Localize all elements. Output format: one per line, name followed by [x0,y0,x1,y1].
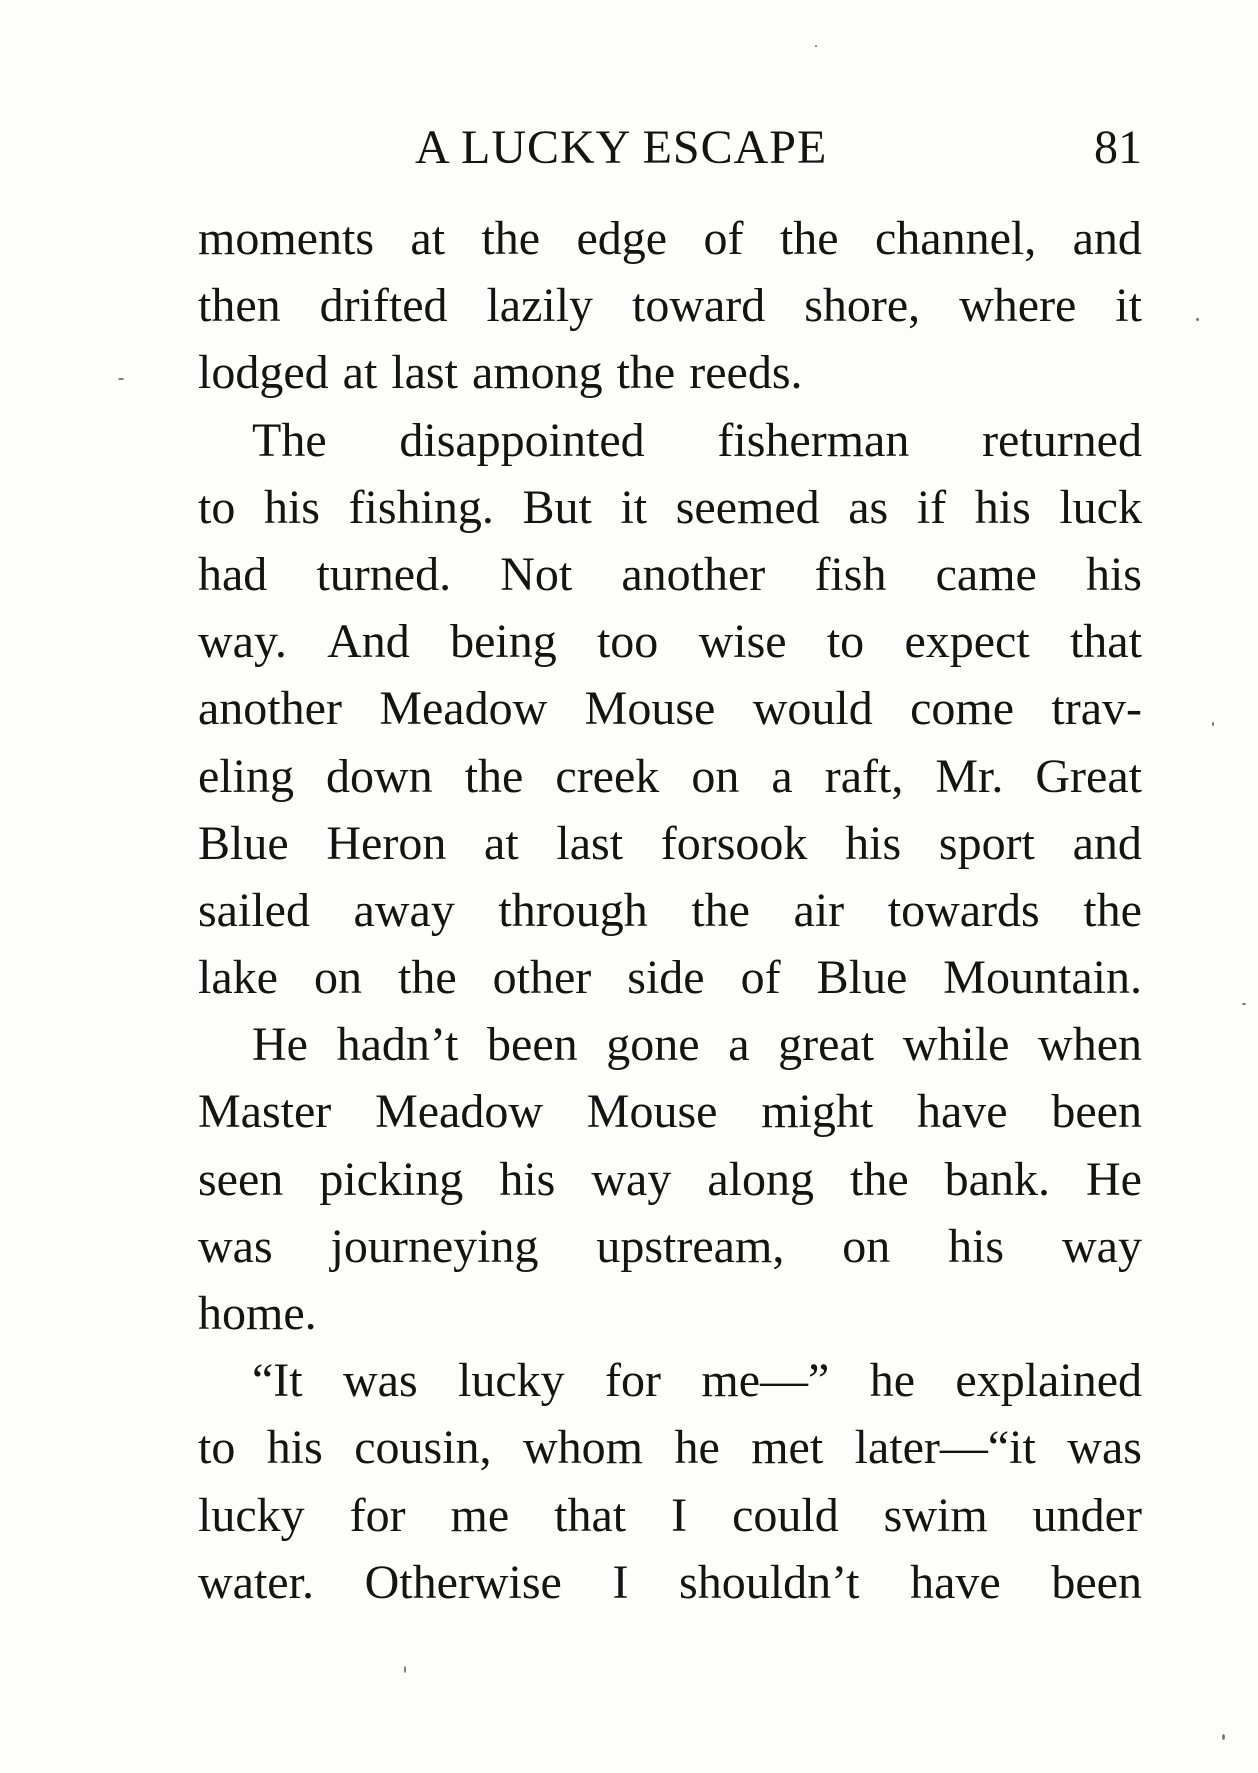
word: the [616,346,676,400]
word: to [826,615,865,669]
word: other [492,951,592,1005]
word: of [703,212,744,265]
word: at [342,346,378,400]
word: through [498,883,648,937]
chapter-title: A LUCKY ESCAPE [415,121,828,174]
word: his [948,1219,1005,1273]
word: the [464,749,524,803]
text-line [198,1213,1142,1280]
scan-speck [1222,1734,1225,1740]
word: I [671,1488,688,1542]
word: he [674,1421,720,1475]
text-line [198,1078,1142,1145]
word: of [740,951,781,1005]
word: forsook [660,816,808,870]
word: side [627,951,705,1005]
text-line [198,1280,1142,1347]
word: I [612,1555,629,1609]
word: if [916,480,947,534]
word: swim [883,1488,988,1542]
word: he [869,1354,916,1408]
word: the [691,883,750,937]
text-line [198,339,1142,406]
word: He [1085,1152,1142,1206]
word: was [343,1354,418,1408]
word: journeying [330,1219,539,1273]
text-line [198,1011,1142,1078]
word: met [751,1421,824,1475]
word: Blue [198,816,289,870]
word: the [397,951,457,1005]
word: last [556,816,624,870]
word: But [522,480,592,534]
word: creek [555,749,660,803]
word: it [1115,279,1142,333]
text-line [198,877,1142,944]
word: me [450,1488,510,1542]
word: it [620,480,648,534]
word: And [327,615,410,669]
word: cousin, [354,1421,492,1475]
word: sailed [198,883,310,937]
word: towards [887,883,1040,937]
word: down [326,749,433,803]
word: water. [198,1555,314,1609]
word: come [910,682,1015,736]
word: been [1051,1085,1142,1139]
word: toward [631,279,766,333]
word: then [198,279,281,333]
word: picking [319,1152,464,1206]
word: was [1067,1421,1142,1475]
word: another [621,547,766,601]
text-line [198,608,1142,675]
word: upstream, [596,1219,785,1273]
word: returned [982,413,1142,467]
text-line [198,743,1142,810]
word: drifted [319,279,448,333]
word: moments [198,212,374,265]
word: came [935,547,1037,601]
text-line [198,474,1142,541]
word: gone [606,1018,700,1072]
word: and [1072,816,1142,870]
word: whom [523,1421,643,1475]
word: away [353,883,455,937]
word: the [849,1152,909,1206]
word: might [761,1085,874,1139]
word: to [198,480,236,534]
word: his [974,480,1031,534]
word: Otherwise [364,1555,562,1609]
text-line [198,1347,1142,1414]
word: trav- [1051,682,1142,736]
word: Mountain. [943,951,1142,1005]
word: seen [198,1152,284,1206]
word: fishing. [348,480,494,534]
word: way [1061,1219,1142,1273]
word: wise [698,615,787,669]
text-line [198,675,1142,742]
word: bank. [944,1152,1050,1206]
text-line [198,407,1142,474]
scan-speck [1212,722,1214,726]
word: Great [1035,749,1142,803]
word: He [252,1018,308,1072]
text-line [198,1414,1142,1481]
scan-speck [1196,318,1199,321]
word: air [793,883,845,937]
word: fisherman [717,413,910,467]
word: turned. [316,547,452,601]
word: fish [814,547,887,601]
word: for [605,1354,662,1408]
word: The [252,413,327,467]
page-number: 81 [1094,121,1142,174]
word: great [778,1018,875,1072]
word: edge [576,212,668,265]
text-line [198,1146,1142,1213]
word: that [554,1488,627,1542]
word: Master [198,1085,332,1139]
word: been [1051,1555,1142,1609]
word: lucky [198,1488,305,1542]
text-line [198,810,1142,877]
word: when [1038,1018,1142,1072]
word: last [391,346,458,400]
word: for [349,1488,406,1542]
text-line [198,1482,1142,1549]
word: under [1032,1488,1142,1542]
word: Meadow [379,682,548,736]
scan-speck [815,45,817,47]
word: expect [904,615,1030,669]
word: luck [1059,480,1142,534]
scan-speck [404,1666,406,1673]
word: along [707,1152,814,1206]
word: seemed [675,480,820,534]
word: shore, [804,279,921,333]
word: his [1085,547,1142,601]
word: Not [500,547,573,601]
word: the [779,212,839,265]
word: and [1072,212,1142,265]
word: Meadow [375,1085,544,1139]
word: been [487,1018,578,1072]
word: had [198,547,268,601]
word: have [910,1555,1001,1609]
word: reeds. [689,346,803,400]
text-line [198,1549,1142,1616]
word: later—“it [854,1421,1036,1475]
word: to [198,1421,236,1475]
scan-speck [1242,1003,1246,1005]
word: have [917,1085,1008,1139]
word: eling [198,749,294,803]
word: the [481,212,541,265]
word: among [471,346,603,400]
body-text [198,205,1142,1616]
word: too [596,615,659,669]
word: Heron [326,816,447,870]
word: his [263,480,320,534]
word: sport [938,816,1035,870]
word: lake [198,951,278,1005]
word: home. [198,1287,317,1340]
word: Mr. [935,749,1004,803]
running-head [198,118,1142,178]
word: Mouse [586,1085,718,1139]
word: a [771,749,793,803]
word: while [902,1018,1010,1072]
word: Mouse [584,682,716,736]
word: way. [198,615,287,669]
word: a [728,1018,750,1072]
word: way [591,1152,672,1206]
word: shouldn’t [679,1555,860,1609]
word: being [450,615,557,669]
word: on [691,749,740,803]
word: where [959,279,1077,333]
word: lucky [458,1354,565,1408]
word: his [845,816,902,870]
word: hadn’t [336,1018,459,1072]
word: would [752,682,873,736]
word: me—” [701,1354,830,1408]
word: on [842,1219,891,1273]
text-line [198,944,1142,1011]
word: that [1069,615,1142,669]
word: Blue [816,951,908,1005]
word: was [198,1219,273,1273]
word: at [410,212,446,265]
word: lodged [198,346,329,400]
word: his [266,1421,323,1475]
word: “It [252,1354,303,1408]
scan-speck [118,378,124,380]
word: as [848,480,889,534]
word: lazily [486,279,594,333]
text-line [198,541,1142,608]
word: disappointed [399,413,645,467]
text-line [198,205,1142,272]
word: channel, [874,212,1037,265]
word: the [1083,883,1142,937]
word: his [499,1152,556,1206]
text-line [198,272,1142,339]
word: could [732,1488,839,1542]
word: another [198,682,342,736]
word: at [484,816,519,870]
word: on [313,951,362,1005]
word: raft, [824,749,904,803]
word: explained [955,1354,1142,1408]
